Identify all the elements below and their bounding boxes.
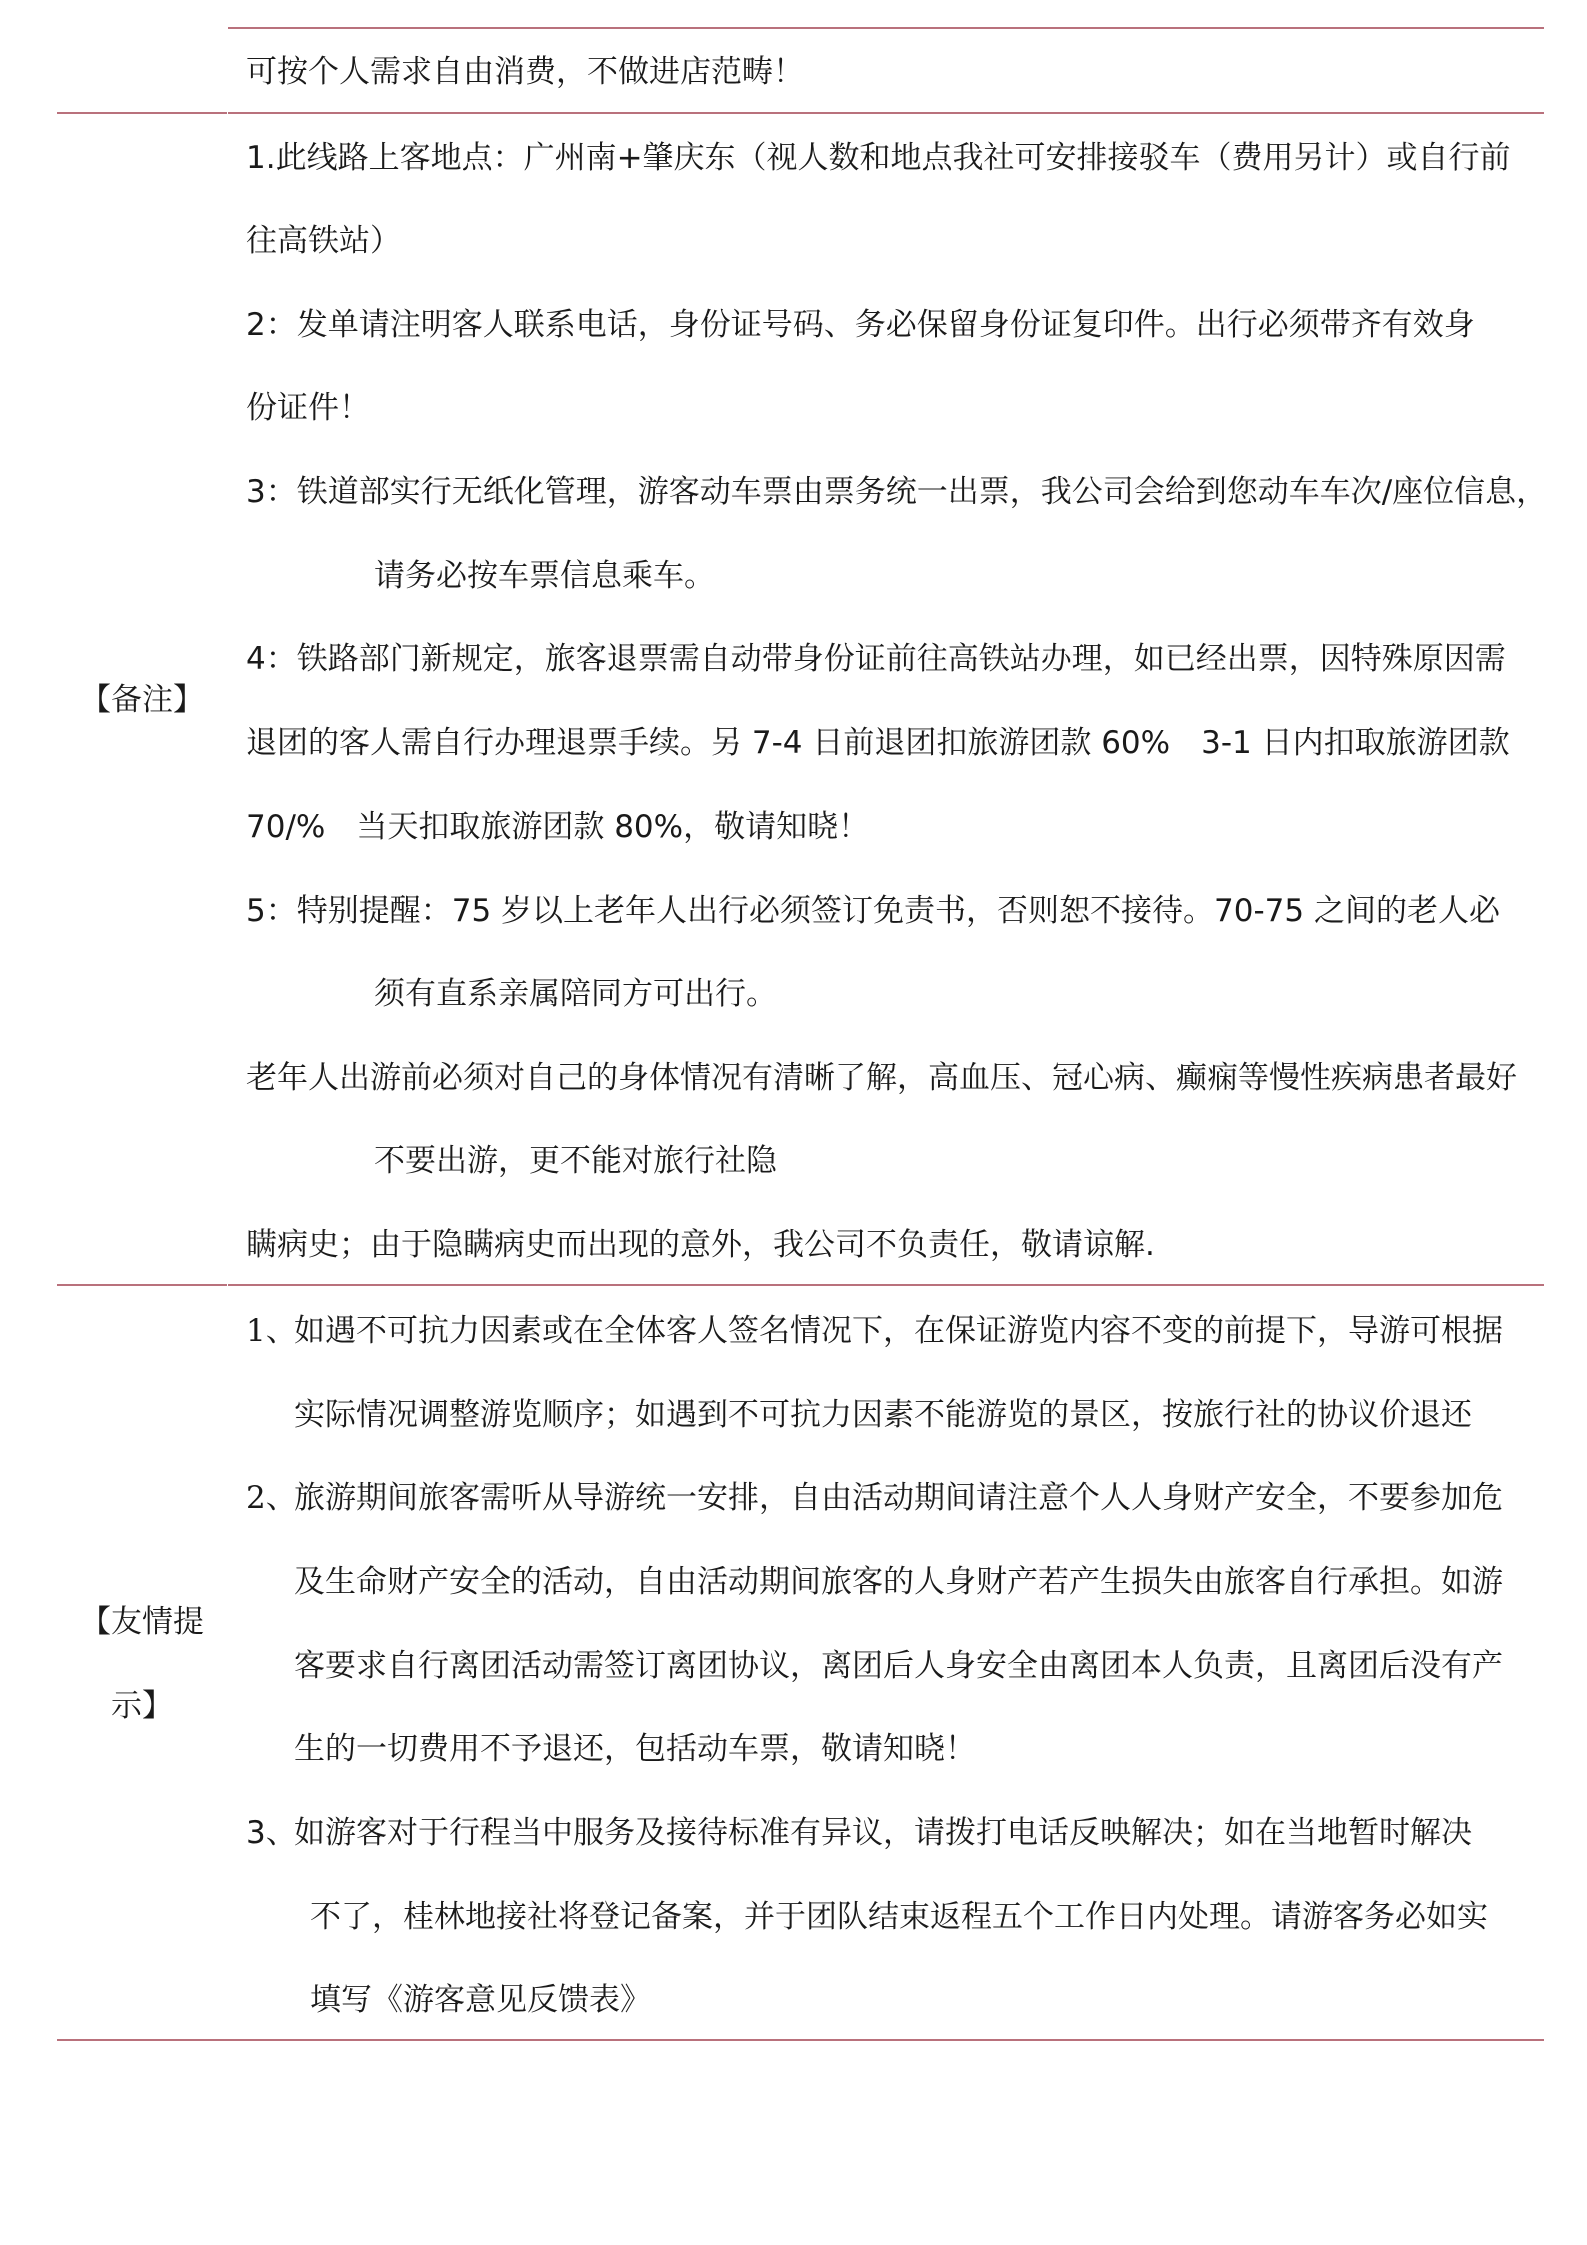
- tips-item-line: 及生命财产安全的活动，自由活动期间旅客的人身财产若产生损失由旅客自行承担。如游: [294, 1564, 1503, 1600]
- row-divider-left: [57, 112, 227, 114]
- tips-item-line: 填写《游客意见反馈表》: [310, 1982, 651, 2018]
- remarks-line: 须有直系亲属陪同方可出行。: [374, 976, 777, 1012]
- remarks-label: 【备注】: [80, 682, 204, 718]
- remarks-line: 5：特别提醒：75 岁以上老年人出行必须签订免责书，否则恕不接待。70-75 之间的老人必: [246, 893, 1500, 929]
- remarks-line: 70/% 当天扣取旅游团款 80%，敬请知晓！: [246, 809, 870, 845]
- remarks-line: 请务必按车票信息乘车。: [374, 558, 715, 594]
- tips-label: [57, 1580, 227, 1748]
- remarks-line: 往高铁站）: [246, 223, 401, 259]
- remarks-line: 不要出游，更不能对旅行社隐: [374, 1143, 777, 1179]
- row-divider-right: [228, 1284, 1544, 1286]
- tips-item-line: 旅游期间旅客需听从导游统一安排，自由活动期间请注意个人人身财产安全，不要参加危: [294, 1480, 1503, 1516]
- table-bottom-border: [57, 2039, 1544, 2041]
- tips-item-line: 实际情况调整游览顺序；如遇到不可抗力因素不能游览的景区，按旅行社的协议价退还: [294, 1397, 1472, 1433]
- remarks-line: 4：铁路部门新规定，旅客退票需自动带身份证前往高铁站办理，如已经出票，因特殊原因需: [246, 641, 1506, 677]
- remarks-line: 退团的客人需自行办理退票手续。另 7-4 日前退团扣旅游团款 60% 3-1 日内扣取旅游团款: [246, 725, 1510, 761]
- tips-item-line: 生的一切费用不予退还，包括动车票，敬请知晓！: [294, 1731, 976, 1767]
- tips-item-line: 客要求自行离团活动需签订离团协议，离团后人身安全由离团本人负责，且离团后没有产: [294, 1648, 1503, 1684]
- tips-item-line: 如遇不可抗力因素或在全体客人签名情况下，在保证游览内容不变的前提下，导游可根据: [294, 1313, 1503, 1349]
- tips-item-line: 不了，桂林地接社将登记备案，并于团队结束返程五个工作日内处理。请游客务必如实: [310, 1899, 1488, 1935]
- tips-label-line: 示】: [111, 1688, 173, 1724]
- remarks-line: 1.此线路上客地点：广州南+肇庆东（视人数和地点我社可安排接驳车（费用另计）或自行前: [246, 140, 1511, 176]
- remarks-line: 瞒病史；由于隐瞒病史而出现的意外，我公司不负责任，敬请谅解.: [246, 1227, 1155, 1263]
- tips-item-number: 2、: [246, 1480, 297, 1516]
- remarks-line: 3：铁道部实行无纸化管理，游客动车票由票务统一出票，我公司会给到您动车车次/座位信息，: [246, 474, 1548, 510]
- tips-item-line: 如游客对于行程当中服务及接待标准有异议，请拨打电话反映解决；如在当地暂时解决: [294, 1815, 1472, 1851]
- tips-item-number: 3、: [246, 1815, 297, 1851]
- row-divider-left: [57, 1284, 227, 1286]
- row-divider-right: [228, 112, 1544, 114]
- table-top-border: [228, 27, 1544, 29]
- remarks-line: 老年人出游前必须对自己的身体情况有清晰了解，高血压、冠心病、癫痫等慢性疾病患者最好: [246, 1060, 1517, 1096]
- top-row-text: 可按个人需求自由消费，不做进店范畴！: [246, 54, 804, 90]
- tips-label-line: 【友情提: [80, 1604, 204, 1640]
- remarks-line: 2：发单请注明客人联系电话，身份证号码、务必保留身份证复印件。出行必须带齐有效身: [246, 307, 1475, 343]
- tips-item-number: 1、: [246, 1313, 297, 1349]
- remarks-line: 份证件！: [246, 390, 370, 426]
